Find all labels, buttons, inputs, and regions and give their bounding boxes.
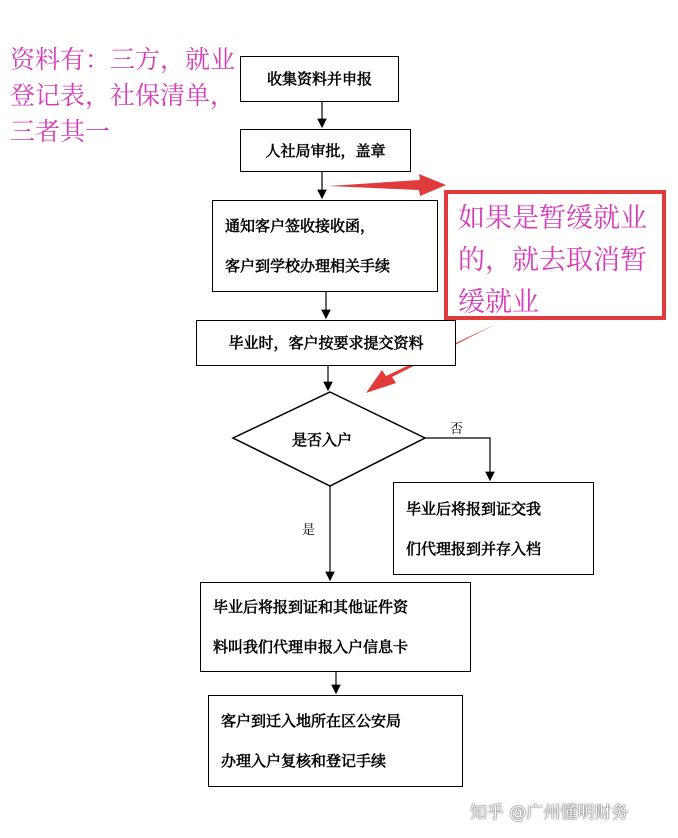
step-text: 客户到迁入地所在区公安局 bbox=[221, 712, 402, 730]
materials-note bbox=[10, 42, 235, 150]
step-text: 们代理报到并存入档 bbox=[406, 539, 542, 558]
callout-line: 如果是暂缓就业 bbox=[458, 203, 647, 234]
step-apply-household-card bbox=[200, 582, 471, 672]
step-text: 料叫我们代理申报入户信息卡 bbox=[213, 638, 409, 656]
materials-note-line: 资料有：三方，就业 bbox=[10, 45, 236, 74]
step-text: 毕业时，客户按要求提交资料 bbox=[228, 334, 424, 352]
step-notify-customer bbox=[212, 200, 438, 292]
watermark: 知乎 @广州懂明财务 bbox=[470, 803, 629, 823]
decision-label: 是否入户 bbox=[292, 431, 353, 449]
red-arrow-callout-top bbox=[328, 174, 446, 196]
step-approval-stamp bbox=[240, 129, 411, 172]
step-text: 毕业后将报到证交我 bbox=[406, 499, 542, 518]
step-text: 办理入户复核和登记手续 bbox=[221, 752, 387, 770]
step-submit-at-graduation bbox=[196, 320, 456, 366]
branch-no-label: 否 bbox=[450, 422, 464, 437]
step-text: 客户到学校办理相关手续 bbox=[225, 257, 391, 275]
step-collect-materials bbox=[240, 56, 399, 102]
deferral-callout bbox=[444, 190, 666, 320]
step-text: 毕业后将报到证和其他证件资 bbox=[213, 598, 409, 616]
callout-line: 缓就业 bbox=[458, 287, 539, 318]
arrow-no-branch bbox=[425, 438, 490, 480]
step-text: 人社局审批，盖章 bbox=[265, 141, 386, 160]
step-text: 通知客户签收接收函， bbox=[225, 217, 376, 235]
materials-note-line: 三者其一 bbox=[10, 117, 111, 146]
callout-line: 的，就去取消暂 bbox=[458, 245, 647, 276]
branch-yes-label: 是 bbox=[302, 523, 316, 538]
step-police-registration bbox=[208, 695, 463, 787]
step-text: 收集资料并申报 bbox=[266, 70, 372, 88]
step-no-household-archive bbox=[393, 482, 594, 575]
materials-note-line: 登记表，社保清单， bbox=[10, 81, 236, 110]
